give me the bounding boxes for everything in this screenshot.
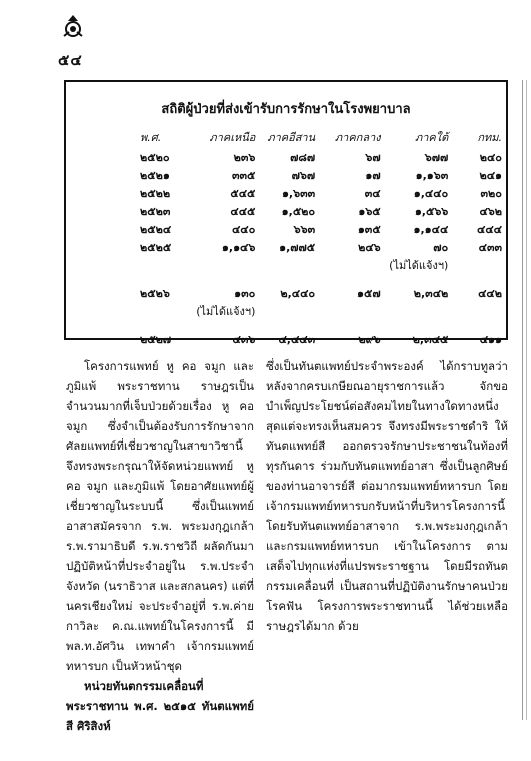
table-row — [136, 284, 506, 302]
table-cell: ๑๖๕ — [358, 205, 381, 218]
table-cell: ๒๕๒๖ — [140, 287, 170, 300]
table-cell: ๒๕๒๔ — [140, 223, 172, 236]
table-cell: ๒๕๒๐ — [140, 151, 170, 164]
table-cell: ๔๔๐ — [231, 223, 256, 236]
statistics-table-box — [64, 80, 508, 346]
table-cell: ๒๔๐ — [479, 151, 502, 164]
table-row — [136, 202, 506, 220]
table-note: (ไม่ได้แจ้งฯ) — [389, 259, 449, 272]
table-cell: ๓๓๕ — [231, 169, 256, 182]
table-cell: ๗๘๗ — [290, 151, 316, 164]
table-cell: ๑,๕๒๐ — [281, 205, 316, 218]
table-cell: ๖๗๗ — [424, 151, 449, 164]
table-cell: ๗๐ — [433, 241, 449, 254]
statistics-table — [136, 126, 506, 348]
table-row — [136, 238, 506, 256]
table-cell: ๓๔ — [364, 187, 381, 200]
table-row — [136, 166, 506, 184]
table-cell: ๑,๗๗๕ — [279, 241, 316, 254]
table-cell: ๔๔๕ — [230, 205, 256, 218]
table-cell: ๖๖๓ — [293, 223, 316, 236]
header-year: พ.ศ. — [140, 131, 162, 144]
table-cell: ๓๒๐ — [480, 187, 502, 200]
table-cell: ๒๔๖ — [358, 241, 381, 254]
body-column-right — [266, 356, 508, 636]
table-note-row — [136, 256, 506, 274]
table-cell: ๒๕๒๑ — [140, 169, 170, 182]
table-row — [136, 148, 506, 166]
table-cell: ๒๓๖ — [233, 151, 256, 164]
table-cell: ๑,๔๔๐ — [413, 187, 449, 200]
table-cell: ๔๓๖ — [232, 333, 256, 346]
table-cell: ๑,๑๔๖ — [221, 241, 256, 254]
table-cell: ๒๕๒๒ — [140, 187, 171, 200]
royal-emblem — [60, 14, 86, 40]
table-cell: ๒,๓๔๕ — [412, 333, 449, 346]
table-row — [136, 330, 506, 348]
table-cell: ๒,๔๔๐ — [280, 287, 316, 300]
table-note: (ไม่ได้แจ้งฯ) — [196, 305, 256, 318]
table-cell: ๕๔๕ — [230, 187, 256, 200]
table-cell: ๔๔๔ — [477, 223, 502, 236]
table-cell: ๒,๓๔๒ — [413, 287, 449, 300]
table-cell: ๑๗ — [365, 169, 381, 182]
page-number: ๕๔ — [58, 51, 83, 69]
table-cell: ๑,๑๖๓ — [415, 169, 449, 182]
header-central: ภาคกลาง — [334, 131, 381, 144]
table-cell: ๒๕๒๗ — [140, 333, 172, 346]
table-cell: ๑๓๕ — [357, 223, 381, 236]
table-header-row — [136, 126, 506, 148]
table-cell: ๒๕๒๓ — [140, 205, 171, 218]
table-cell: ๔๑๑ — [479, 333, 502, 346]
header-northeast: ภาคอีสาน — [267, 131, 316, 144]
header-north: ภาคเหนือ — [209, 131, 256, 144]
table-title: สถิติผู้ป่วยที่ส่งเข้ารับการรักษาในโรงพยาบาล — [161, 102, 411, 117]
body-paragraph: หน่วยทันตกรรมเคลื่อนที่พระราชทาน พ.ศ. ๒๕๑๕ ทันตแพทย์สี ศิริสิงห์ — [66, 679, 254, 733]
table-cell: ๑,๖๓๓ — [281, 187, 316, 200]
table-cell: ๒๙๖ — [358, 333, 381, 346]
table-row — [136, 220, 506, 238]
table-cell: ๔๖๒ — [479, 205, 502, 218]
table-cell: ๔๔๒ — [478, 287, 502, 300]
table-cell: ๒๕๒๕ — [140, 241, 172, 254]
header-south: ภาคใต้ — [414, 131, 449, 144]
table-cell: ๑๕๗ — [357, 287, 381, 300]
table-note-row — [136, 302, 506, 320]
table-cell: ๔,๔๔๓ — [278, 333, 316, 346]
table-cell: ๑,๕๖๖ — [414, 205, 449, 218]
body-paragraph: โครงการแพทย์ หู คอ จมูก และภูมิแพ้ พระราชทาน ราษฎรเป็นจำนวนมากที่เจ็บป่วยด้วยเรื่อง หู คอ จมูก ซึ่งจำเป็นต้องรับการรักษาจากศัลยแพทย์ที่เชี่ยวชาญในสาขาวิชานี้ จึงทรงพระกรุณาให้จัดหน่วยแพทย์ หู คอ จมูก และภูมิแพ้ โดยอาศัยแพทย์ผู้เชี่ยวชาญในระบบนี้ ซึ่งเป็นแพทย์อาสาสมัครจาก ร.พ. พระมงกุฎเกล้า ร.พ.รามาธิบดี ร.พ.ราชวิถี ผลัดกันมาปฏิบัติหน้าที่ประจำอยู่ใน ร.พ.ประจำจังหวัด (นราธิวาส และสกลนคร) แต่ที่นครเชียงใหม่ จะประจำอยู่ที่ ร.พ.ค่าย กาวิละ ค.ณ.แพทย์ในโครงการนี้ มี พล.ท.อัศวิน เทพาคำ เจ้ากรมแพทย์ทหารบก เป็นหัวหน้าชุด — [66, 359, 254, 673]
table-cell: ๗๖๗ — [291, 169, 316, 182]
table-cell: ๔๓๓ — [478, 241, 502, 254]
table-cell: ๖๗ — [365, 151, 381, 164]
table-cell: ๒๔๑ — [479, 169, 502, 182]
header-bangkok: กทม. — [477, 131, 502, 144]
body-column-left — [66, 356, 254, 736]
table-row — [136, 184, 506, 202]
page-edge-divider — [522, 80, 527, 720]
table-cell: ๑๓๐ — [234, 287, 256, 300]
table-cell: ๑,๑๔๔ — [413, 223, 449, 236]
body-paragraph: ซึ่งเป็นทันตแพทย์ประจำพระองค์ ได้กราบทูลว่า หลังจากครบเกษียณอายุราชการแล้ว จักขอบำเพ็ญประโยชน์ต่อสังคมไทยในทางใดทางหนึ่ง สุดแต่จะทรงเห็นสมควร จึงทรงมีพระราชดำริ ให้ทันตแพทย์สี ออกตรวจรักษาประชาชนในท้องที่ทุรกันดาร ร่วมกับทันตแพทย์อาสา ซึ่งเป็นลูกศิษย์ของท่านอาจารย์สี ต่อมากรมแพทย์ทหารบก โดยเจ้ากรมแพทย์ทหารบกรับหน้าที่บริหารโครงการนี้ โดยรับทันตแพทย์อาสาจาก ร.พ.พระมงกุฎเกล้า และกรมแพทย์ทหารบก เข้าในโครงการ ตามเสด็จไปทุกแห่งที่แปรพระราชฐาน โดยมีรถทันตกรรมเคลื่อนที่ เป็นสถานที่ปฏิบัติงานรักษาคนป่วยโรคฟัน โครงการพระราชทานนี้ ได้ช่วยเหลือราษฎรได้มาก ด้วย — [266, 359, 508, 633]
